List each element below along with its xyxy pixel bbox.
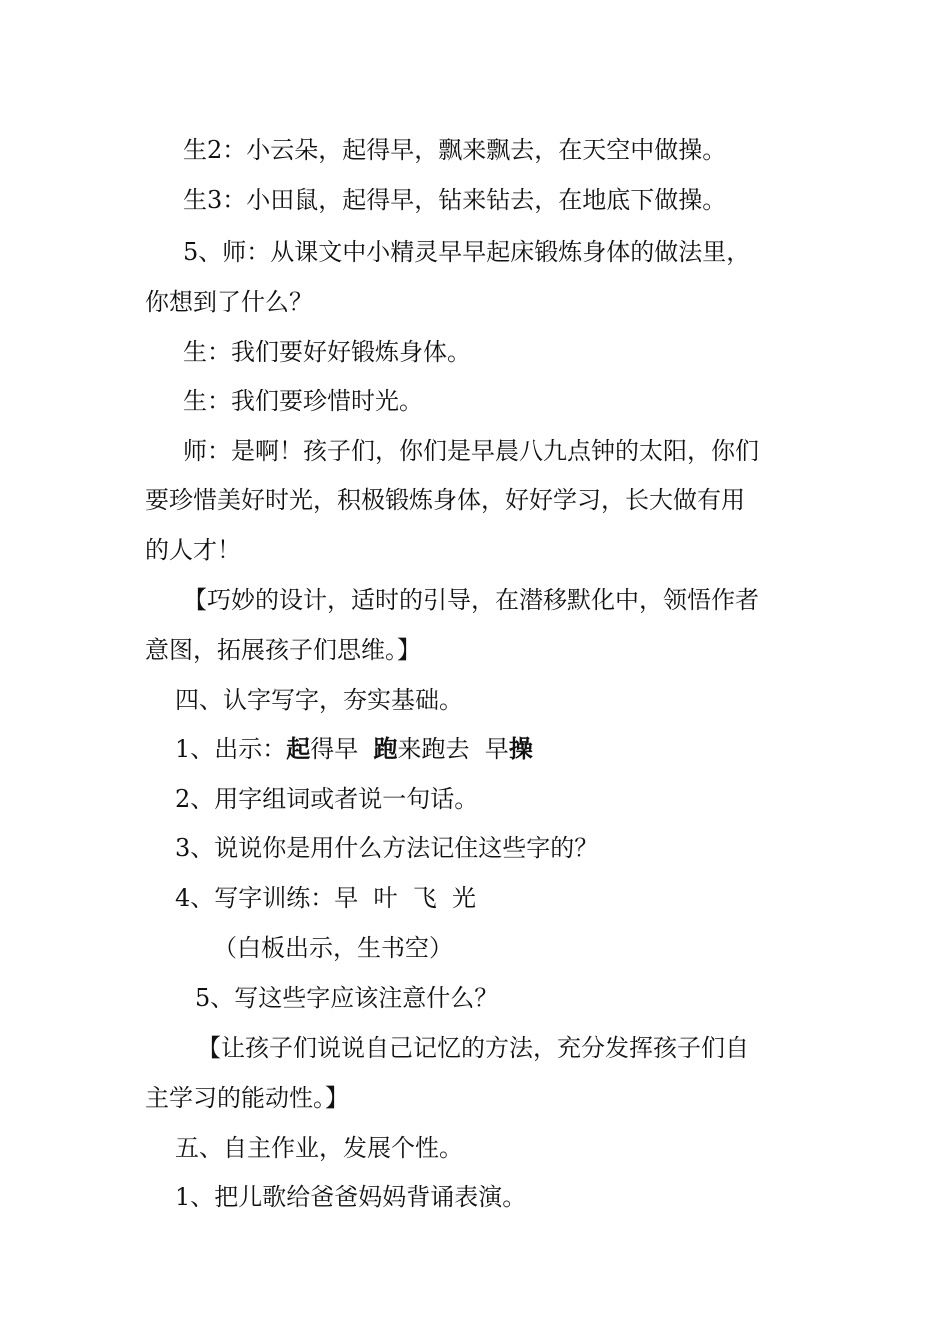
text-line: 你想到了什么？ (145, 288, 313, 316)
text-line: 生3：小田鼠，起得早，钻来钻去，在地底下做操。 (183, 186, 727, 214)
text-line: 3、说说你是用什么方法记住这些字的？ (175, 834, 599, 862)
comment-line: 【让孩子们说说自己记忆的方法，充分发挥孩子们自 (197, 1034, 749, 1062)
line-prefix: 1、出示： (175, 735, 287, 763)
text-line: 生2：小云朵，起得早，飘来飘去，在天空中做操。 (183, 136, 727, 164)
section-heading: 四、认字写字，夯实基础。 (175, 686, 463, 714)
line-text: 来跑去 早 (397, 735, 509, 763)
text-line (175, 734, 533, 764)
comment-line: 意图，拓展孩子们思维。】 (145, 636, 421, 664)
text-line: 生：我们要珍惜时光。 (183, 387, 423, 415)
text-line: 要珍惜美好时光，积极锻炼身体，好好学习，长大做有用 (145, 486, 745, 514)
bold-character: 跑 (373, 734, 398, 763)
text-line: 5、师：从课文中小精灵早早起床锻炼身体的做法里， (183, 238, 751, 266)
section-heading: 五、自主作业，发展个性。 (175, 1134, 463, 1162)
bold-character: 操 (508, 734, 533, 763)
comment-line: 【巧妙的设计，适时的引导，在潜移默化中，领悟作者 (183, 586, 759, 614)
comment-line: 主学习的能动性。】 (145, 1084, 349, 1112)
text-line: 师：是啊！孩子们，你们是早晨八九点钟的太阳，你们 (183, 437, 759, 465)
text-line: （白板出示，生书空） (213, 934, 453, 962)
text-line: 4、写字训练：早 叶 飞 光 (175, 884, 477, 912)
text-line: 2、用字组词或者说一句话。 (175, 785, 479, 813)
text-line: 的人才！ (145, 536, 241, 564)
text-line: 1、把儿歌给爸爸妈妈背诵表演。 (175, 1183, 527, 1211)
bold-character: 起 (286, 734, 311, 763)
text-line: 生：我们要好好锻炼身体。 (183, 338, 471, 366)
text-line: 5、写这些字应该注意什么？ (195, 984, 499, 1012)
line-text: 得早 (310, 735, 374, 763)
